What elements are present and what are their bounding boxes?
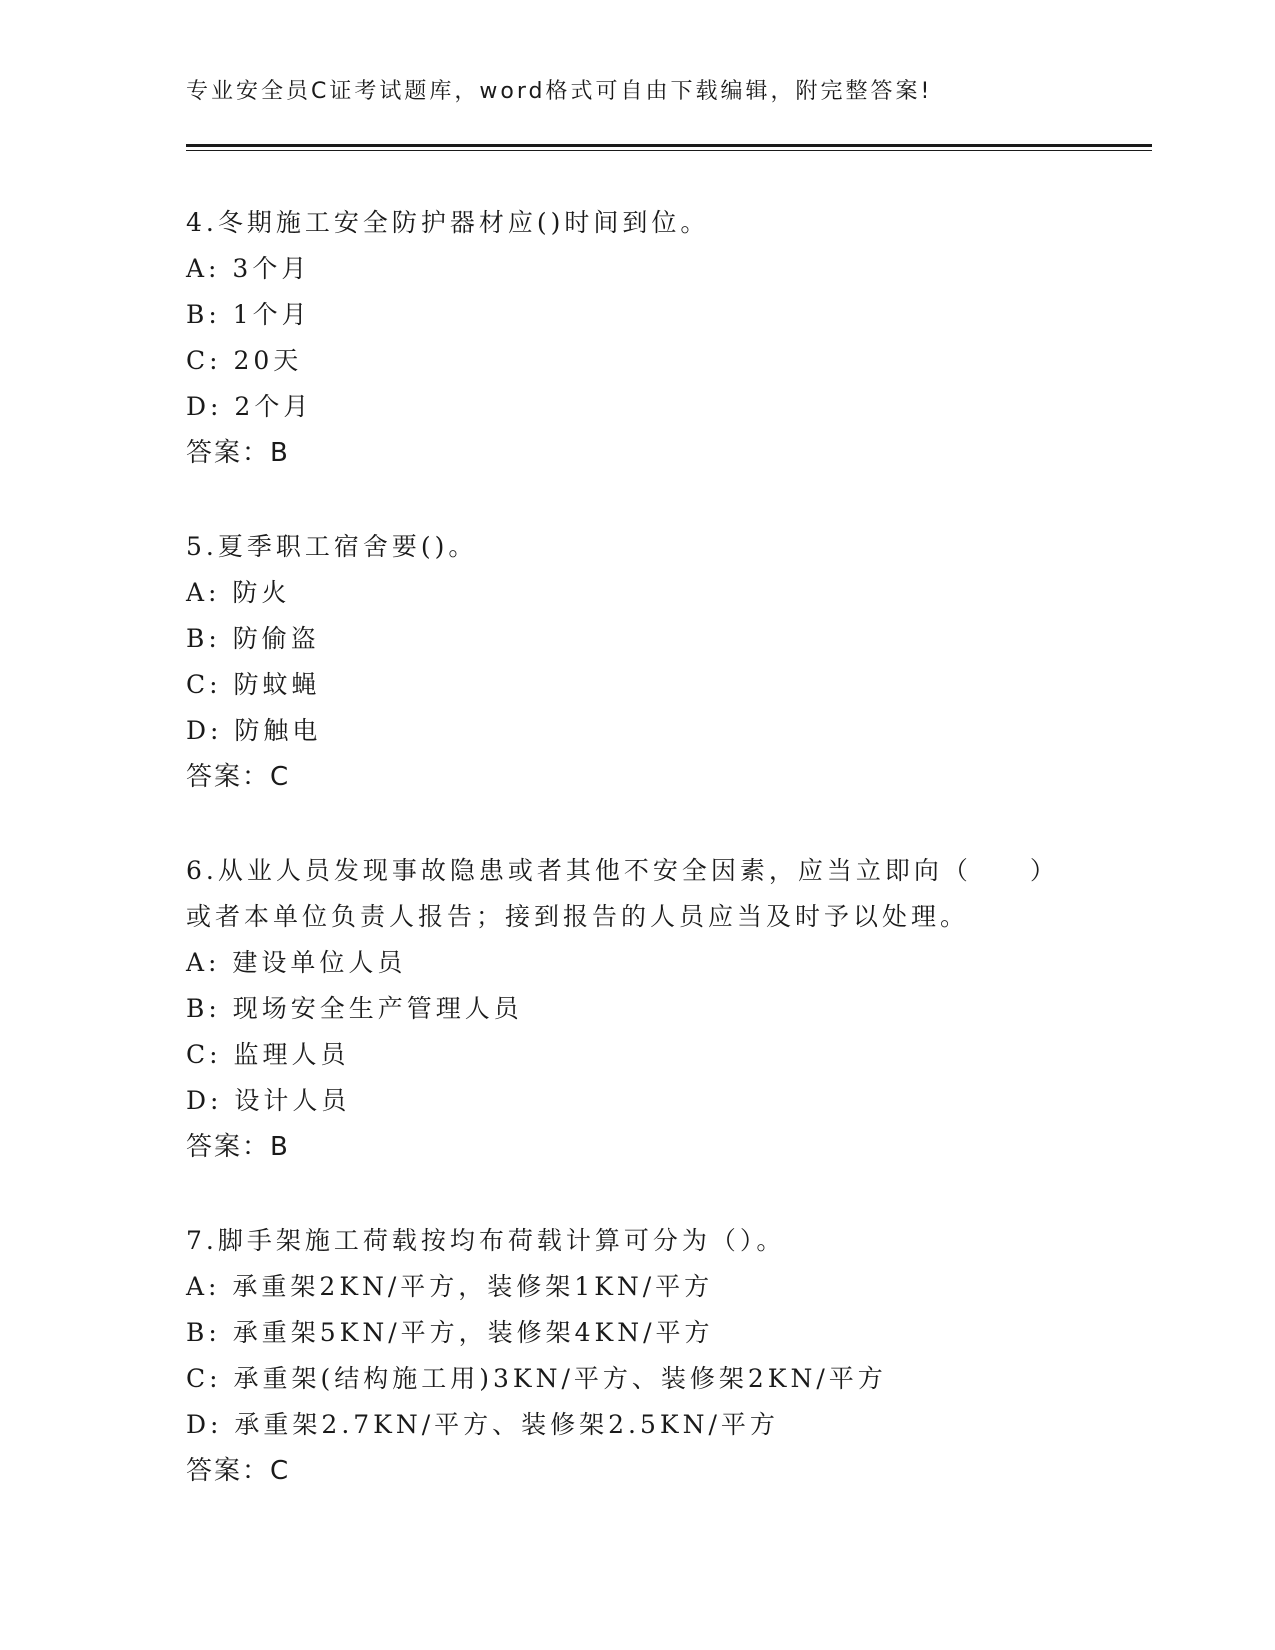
question-item: [186, 848, 1086, 1170]
answer: 答案：C: [186, 1456, 291, 1486]
option-d: D: 防触电: [186, 716, 322, 745]
option-b: B: 承重架5KN/平方，装修架4KN/平方: [186, 1318, 714, 1347]
option-a: A: 承重架2KN/平方，装修架1KN/平方: [186, 1272, 714, 1301]
question-item: [186, 524, 1086, 800]
option-c: C: 承重架(结构施工用)3KN/平方、装修架2KN/平方: [186, 1364, 887, 1393]
question-list: [186, 200, 1086, 1542]
option-a: A: 建设单位人员: [186, 948, 407, 977]
question-stem: 6.从业人员发现事故隐患或者其他不安全因素，应当立即向（ ）或者本单位负责人报告；接到报告的人员应当及时予以处理。: [186, 856, 1059, 931]
option-d: D: 设计人员: [186, 1086, 351, 1115]
header-divider-thick: [186, 144, 1152, 147]
option-c: C: 防蚊蝇: [186, 670, 321, 699]
option-a: A: 防火: [186, 578, 291, 607]
option-b: B: 防偷盗: [186, 624, 320, 653]
question-item: [186, 200, 1086, 476]
option-a: A: 3个月: [186, 254, 311, 283]
option-b: B: 现场安全生产管理人员: [186, 994, 523, 1023]
answer: 答案：B: [186, 1132, 290, 1162]
question-stem: 5.夏季职工宿舍要()。: [186, 532, 478, 561]
answer: 答案：C: [186, 762, 291, 792]
option-d: D: 承重架2.7KN/平方、装修架2.5KN/平方: [186, 1410, 779, 1439]
option-b: B: 1个月: [186, 300, 311, 329]
question-stem: 4.冬期施工安全防护器材应()时间到位。: [186, 208, 710, 237]
question-item: [186, 1218, 1086, 1494]
option-d: D: 2个月: [186, 392, 313, 421]
answer: 答案：B: [186, 438, 290, 468]
header-divider-thin: [186, 150, 1152, 151]
page-header: 专业安全员C证考试题库，word格式可自由下载编辑，附完整答案!: [186, 79, 933, 104]
question-stem: 7.脚手架施工荷载按均布荷载计算可分为（）。: [186, 1226, 786, 1255]
option-c: C: 监理人员: [186, 1040, 350, 1069]
option-c: C: 20天: [186, 346, 303, 375]
